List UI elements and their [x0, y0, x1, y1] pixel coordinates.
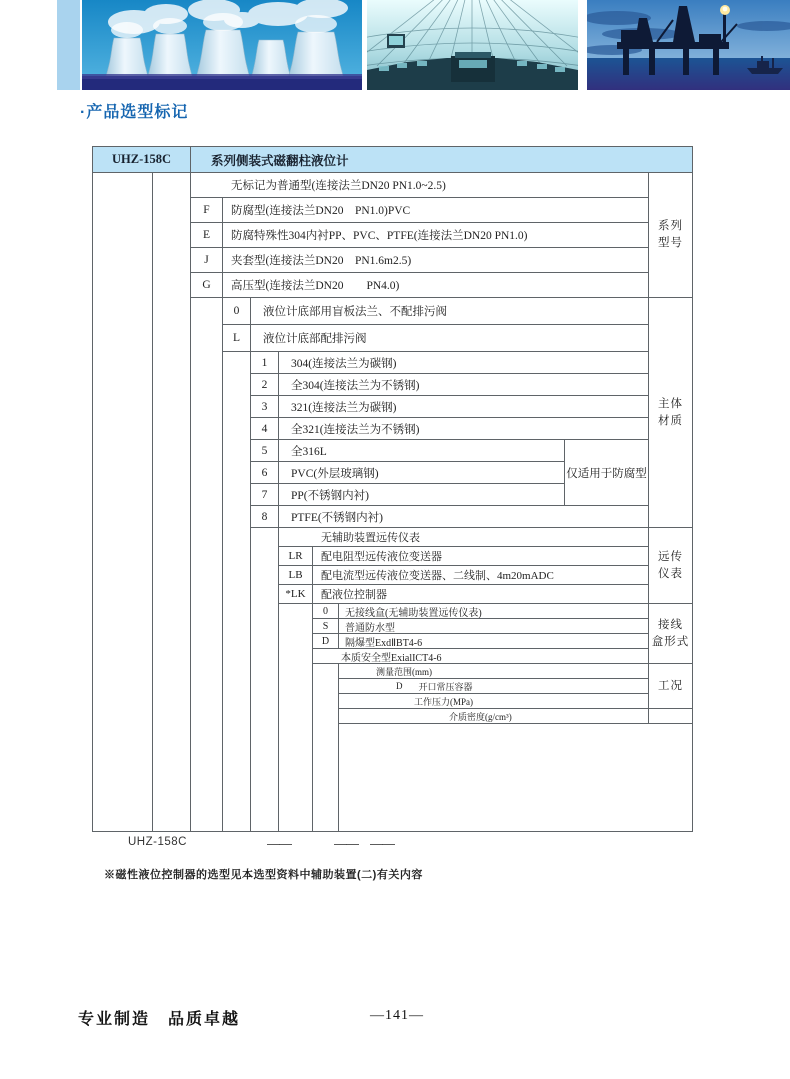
- series-code-E: E: [191, 223, 223, 248]
- selection-note: ※磁性液位控制器的选型见本选型资料中辅助装置(二)有关内容: [104, 869, 423, 881]
- remote-code-LK: *LK: [279, 585, 313, 604]
- series-code-G: G: [191, 273, 223, 298]
- control-room-photo: [367, 0, 578, 90]
- group-label-junction: 接线 盒形式: [649, 604, 693, 664]
- material-code-8: 8: [251, 506, 279, 528]
- junction-code-column: [313, 664, 339, 832]
- material-desc-5: 全316L: [279, 440, 565, 462]
- junction-code-0: 0: [313, 604, 339, 619]
- condition-row-density: 介质密度(g/cm³): [339, 709, 649, 724]
- material-desc-3: 321(连接法兰为碳钢): [279, 396, 649, 418]
- material-note-anticorrosion: 仅适用于防腐型: [565, 440, 649, 506]
- material-code-1: 1: [251, 352, 279, 374]
- condition-row-range: 测量范围(mm): [339, 664, 649, 679]
- code-blank-line-2: ——: [334, 836, 358, 851]
- material-code-3: 3: [251, 396, 279, 418]
- drain-code-0: 0: [223, 298, 251, 325]
- condition-row-open-vessel: [339, 679, 649, 694]
- material-desc-2: 全304(连接法兰为不锈钢): [279, 374, 649, 396]
- code-blank-line-3: ——: [370, 836, 394, 851]
- offshore-platform-photo: [587, 0, 790, 90]
- series-row-default: 无标记为普通型(连接法兰DN20 PN1.0~2.5): [191, 173, 649, 198]
- remote-desc-LK: 配液位控制器: [313, 585, 649, 604]
- remote-code-column: [279, 604, 313, 832]
- drain-code-L: L: [223, 325, 251, 352]
- series-code-F: F: [191, 198, 223, 223]
- remote-desc-LB: 配电流型远传液位变送器、二线制、4m20mADC: [313, 566, 649, 585]
- material-code-2: 2: [251, 374, 279, 396]
- remote-row-none: 无辅助装置远传仪表: [279, 528, 649, 547]
- series-desc-F: 防腐型(连接法兰DN20 PN1.0)PVC: [223, 198, 649, 223]
- material-code-5: 5: [251, 440, 279, 462]
- condition-code-D: D: [396, 681, 403, 691]
- series-code-column: [191, 298, 223, 832]
- remote-code-LB: LB: [279, 566, 313, 585]
- banner-left-strip: [57, 0, 80, 90]
- junction-code-D: D: [313, 634, 339, 649]
- material-code-4: 4: [251, 418, 279, 440]
- material-desc-1: 304(连接法兰为碳钢): [279, 352, 649, 374]
- page-title: ·产品选型标记: [80, 104, 189, 121]
- group-label-series: 系列 型号: [649, 173, 693, 298]
- condition-row-pressure: 工作压力(MPa): [339, 694, 649, 709]
- junction-code-S: S: [313, 619, 339, 634]
- group-label-remote: 远传 仪表: [649, 528, 693, 604]
- model-selection-table: [92, 146, 693, 832]
- position-column-2: [153, 173, 191, 832]
- series-desc-E: 防腐特殊性304内衬PP、PVC、PTFE(连接法兰DN20 PN1.0): [223, 223, 649, 248]
- cooling-towers-photo: [82, 0, 362, 90]
- drain-code-column: [223, 352, 251, 832]
- bottom-model-label: UHZ-158C: [128, 836, 187, 848]
- condition-desc-open-vessel: 开口常压容器: [418, 681, 473, 692]
- junction-row-intrinsic-safe: 本质安全型ExialICT4-6: [313, 649, 649, 664]
- material-desc-6: PVC(外层玻璃钢): [279, 462, 565, 484]
- label-empty-cell: [649, 709, 693, 724]
- group-label-conditions: 工况: [649, 664, 693, 709]
- remote-desc-LR: 配电阻型远传液位变送器: [313, 547, 649, 566]
- position-column-1: [93, 173, 153, 832]
- drain-desc-L: 液位计底部配排污阀: [251, 325, 649, 352]
- material-desc-7: PP(不锈钢内衬): [279, 484, 565, 506]
- code-blank-line-1: ——: [267, 836, 291, 851]
- material-desc-4: 全321(连接法兰为不锈钢): [279, 418, 649, 440]
- material-code-column: [251, 528, 279, 832]
- table-bottom-empty-cell: [339, 724, 693, 832]
- junction-desc-S: 普通防水型: [339, 619, 649, 634]
- series-code-J: J: [191, 248, 223, 273]
- series-desc-J: 夹套型(连接法兰DN20 PN1.6m2.5): [223, 248, 649, 273]
- footer-slogan: 专业制造 品质卓越: [78, 1011, 241, 1028]
- series-desc-G: 高压型(连接法兰DN20 PN4.0): [223, 273, 649, 298]
- table-header-model: UHZ-158C: [93, 147, 191, 173]
- page-number: —141—: [370, 1008, 424, 1023]
- material-code-7: 7: [251, 484, 279, 506]
- drain-desc-0: 液位计底部用盲板法兰、不配排污阀: [251, 298, 649, 325]
- table-header-series-name: 系列侧装式磁翻柱液位计: [191, 147, 693, 173]
- junction-desc-0: 无接线盒(无辅助装置远传仪表): [339, 604, 649, 619]
- remote-code-LR: LR: [279, 547, 313, 566]
- material-desc-8: PTFE(不锈钢内衬): [279, 506, 649, 528]
- group-label-material: 主体 材质: [649, 298, 693, 528]
- material-code-6: 6: [251, 462, 279, 484]
- junction-desc-D: 隔爆型ExdⅡBT4-6: [339, 634, 649, 649]
